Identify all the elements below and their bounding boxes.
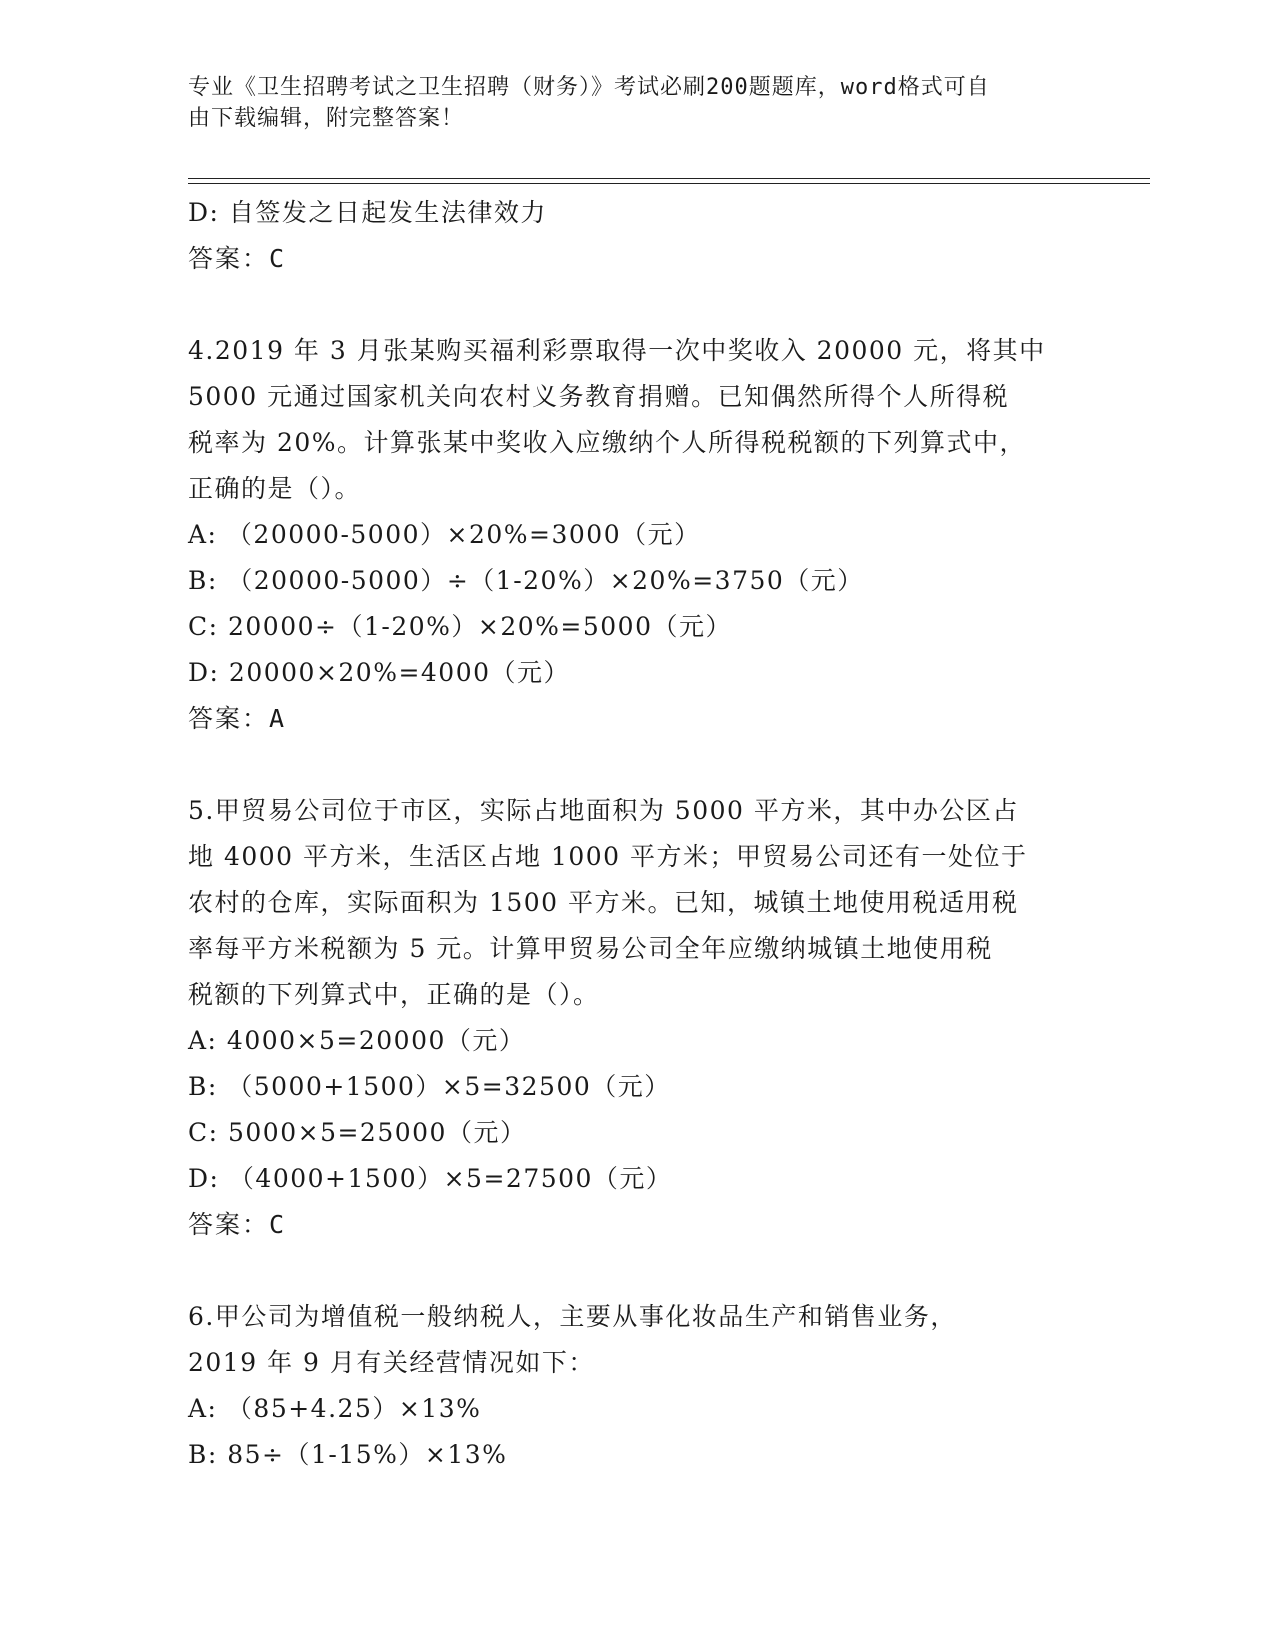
answer-line: 答案：C (188, 244, 287, 273)
question-4 (188, 328, 1088, 742)
header-line-1: 专业《卫生招聘考试之卫生招聘（财务）》考试必刷200题题库，word格式可自 (188, 75, 990, 100)
question-text-line: 正确的是（）。 (188, 474, 362, 503)
question-text-line: 4.2019 年 3 月张某购买福利彩票取得一次中奖收入 20000 元，将其中 (188, 336, 1046, 365)
answer-line: 答案：C (188, 1210, 287, 1239)
option-c: C: 5000×5=25000（元） (188, 1118, 527, 1147)
option-c: C: 20000÷（1-20%）×20%=5000（元） (188, 612, 732, 641)
header-divider-bottom (188, 183, 1150, 184)
question-text-line: 地 4000 平方米，生活区占地 1000 平方米；甲贸易公司还有一处位于 (188, 842, 1028, 871)
option-a: A: （20000-5000）×20%=3000（元） (188, 520, 701, 549)
spacer (188, 282, 1088, 328)
option-d: D: 自签发之日起发生法律效力 (188, 198, 547, 227)
question-text-line: 2019 年 9 月有关经营情况如下： (188, 1348, 595, 1377)
question-text-line: 5.甲贸易公司位于市区，实际占地面积为 5000 平方米，其中办公区占 (188, 796, 1019, 825)
option-b: B: 85÷（1-15%）×13% (188, 1440, 508, 1469)
header-line-2: 由下载编辑，附完整答案！ (188, 106, 465, 131)
question-text-line: 率每平方米税额为 5 元。计算甲贸易公司全年应缴纳城镇土地使用税 (188, 934, 993, 963)
option-b: B: （5000+1500）×5=32500（元） (188, 1072, 671, 1101)
question-5 (188, 788, 1088, 1248)
question-text-line: 税额的下列算式中，正确的是（）。 (188, 980, 600, 1009)
answer-line: 答案：A (188, 704, 287, 733)
option-b: B: （20000-5000）÷（1-20%）×20%=3750（元） (188, 566, 864, 595)
previous-question-tail (188, 190, 1088, 282)
page-header (188, 72, 1068, 134)
document-body (188, 190, 1088, 1478)
question-text-line: 5000 元通过国家机关向农村义务教育捐赠。已知偶然所得个人所得税 (188, 382, 1010, 411)
header-divider-top (188, 178, 1150, 179)
option-a: A: （85+4.25）×13% (188, 1394, 482, 1423)
question-text-line: 6.甲公司为增值税一般纳税人，主要从事化妆品生产和销售业务， (188, 1302, 957, 1331)
question-6 (188, 1294, 1088, 1478)
spacer (188, 1248, 1088, 1294)
option-a: A: 4000×5=20000（元） (188, 1026, 526, 1055)
question-text-line: 税率为 20%。计算张某中奖收入应缴纳个人所得税税额的下列算式中， (188, 428, 1027, 457)
option-d: D: （4000+1500）×5=27500（元） (188, 1164, 673, 1193)
option-d: D: 20000×20%=4000（元） (188, 658, 571, 687)
question-text-line: 农村的仓库，实际面积为 1500 平方米。已知，城镇土地使用税适用税 (188, 888, 1019, 917)
spacer (188, 742, 1088, 788)
